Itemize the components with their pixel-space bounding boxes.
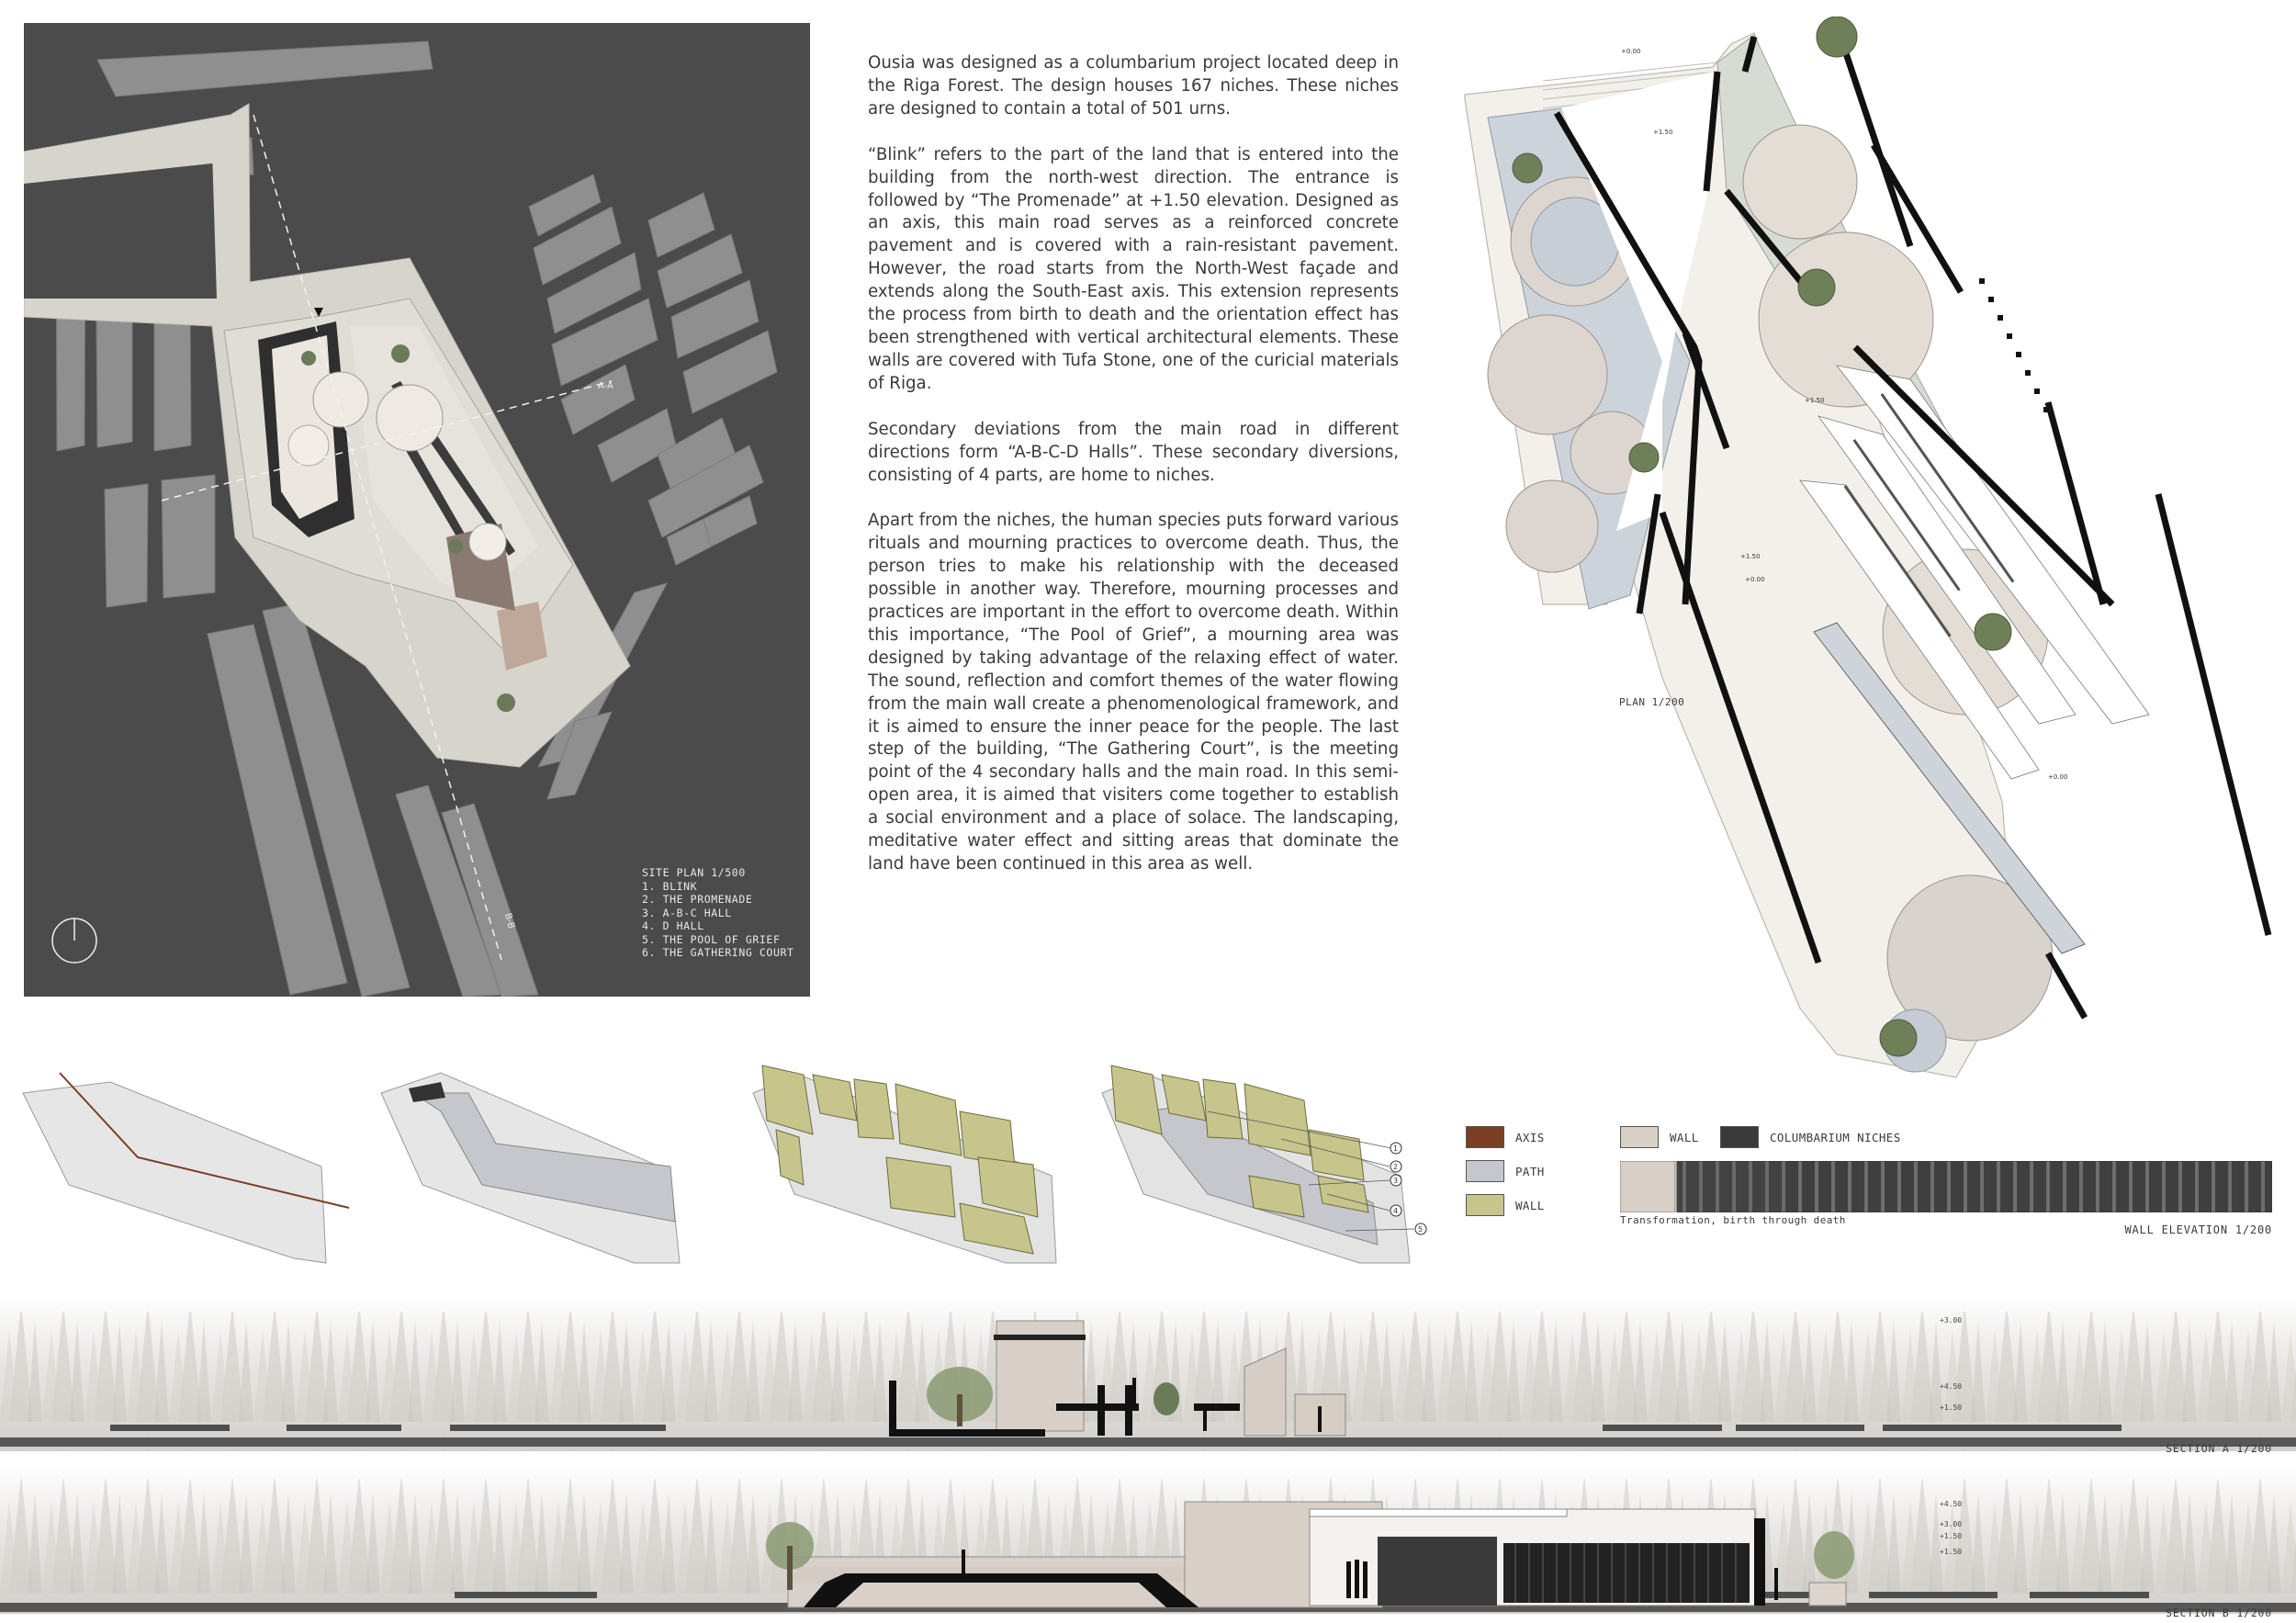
diagram-callout: 4 xyxy=(1393,1207,1399,1215)
wall-swatch xyxy=(1466,1194,1504,1216)
legend-pool-of-grief: 5. THE POOL OF GRIEF xyxy=(642,932,781,946)
elevation-mark: +4.50 xyxy=(1940,1382,1963,1391)
legend-wall-label: WALL xyxy=(1515,1198,1545,1212)
site-plan-drawing xyxy=(24,23,810,997)
elevation-legend-wall-label: WALL xyxy=(1670,1130,1699,1144)
floor-plan-drawing xyxy=(1451,17,2296,1100)
tufa-swatch xyxy=(1620,1126,1659,1148)
elevation-mark: +1.50 xyxy=(1940,1532,1963,1540)
site-plan-title: SITE PLAN 1/500 xyxy=(642,866,746,879)
legend-promenade: 2. THE PROMENADE xyxy=(642,893,753,906)
legend-axis xyxy=(1466,1126,1545,1148)
level-marker: +1.50 xyxy=(1653,129,1673,136)
niche-swatch xyxy=(1720,1126,1759,1148)
elevation-mark: +3.00 xyxy=(1940,1316,1963,1324)
section-mark-a: A-A xyxy=(598,381,613,391)
diagram-callout: 3 xyxy=(1393,1177,1399,1185)
elevation-legend-niches-label: COLUMBARIUM NICHES xyxy=(1770,1130,1901,1144)
axis-swatch xyxy=(1466,1126,1504,1148)
diagram-callout: 1 xyxy=(1393,1144,1399,1153)
diagram-callout: 2 xyxy=(1393,1163,1399,1171)
elevation-mark: +3.00 xyxy=(1940,1520,1963,1528)
level-marker: +0.00 xyxy=(2048,773,2068,781)
legend-gathering-court: 6. THE GATHERING COURT xyxy=(642,946,794,959)
path-swatch xyxy=(1466,1160,1504,1182)
legend-path xyxy=(1466,1160,1545,1182)
level-marker: +0.00 xyxy=(1621,48,1641,55)
diagram-wall xyxy=(748,1056,1079,1268)
north-arrow-icon xyxy=(52,919,96,963)
elevation-legend-niches xyxy=(1720,1126,1901,1148)
legend-blink: 1. BLINK xyxy=(642,879,698,893)
wall-elevation-drawing xyxy=(1620,1161,2272,1212)
diagram-axis xyxy=(18,1056,358,1268)
section-b-caption: SECTION B 1/200 xyxy=(2166,1606,2272,1619)
legend-path-label: PATH xyxy=(1515,1164,1545,1178)
diagram-callout: 5 xyxy=(1418,1225,1424,1234)
section-a-caption: SECTION A 1/200 xyxy=(2166,1442,2272,1455)
legend-abc-hall: 3. A-B-C HALL xyxy=(642,906,732,919)
plan-caption: PLAN 1/200 xyxy=(1619,696,1685,708)
level-marker: +1.50 xyxy=(1740,553,1761,560)
wall-elevation-caption: WALL ELEVATION 1/200 xyxy=(2124,1223,2272,1236)
section-a xyxy=(0,1293,2296,1459)
project-description xyxy=(868,52,1399,899)
diagram-halls xyxy=(1097,1056,1437,1268)
diagram-path xyxy=(377,1056,689,1268)
description-paragraph: Secondary deviations from the main road in different directions form “A-B-C-D Halls”. These secondary diversions, consisting of 4 parts, are home to niches. xyxy=(868,419,1399,485)
section-mark-b: B-B xyxy=(501,912,516,930)
legend-d-hall: 4. D HALL xyxy=(642,919,704,932)
legend-axis-label: AXIS xyxy=(1515,1130,1545,1144)
description-paragraph: Ousia was designed as a columbarium project located deep in the Riga Forest. The design houses 167 niches. These niches are designed to contain a total of 501 urns. xyxy=(868,53,1399,118)
wall-elevation-note: Transformation, birth through death xyxy=(1620,1214,1846,1226)
floor-plan xyxy=(1451,17,2296,1100)
description-paragraph: “Blink” refers to the part of the land that is entered into the building from the north-west direction. The entrance is followed by “The Promenade” at +1.50 elevation. Designed as an axis, this main road serves as a reinforced concrete pavement and is covered with a rain-resistant pavement. However, the road starts from the North-West façade and extends along the South-East axis. This extension represents the process from birth to death and the orientation effect has been strengthened with vertical architectural elements. These walls are covered with Tufa Stone, one of the curicial materials of Riga. xyxy=(868,144,1399,393)
section-b xyxy=(0,1465,2296,1623)
legend-wall xyxy=(1466,1194,1545,1216)
elevation-mark: +1.50 xyxy=(1940,1403,1963,1412)
description-paragraph: Apart from the niches, the human species puts forward various rituals and mourning practices to overcome death. Thus, the person tries to make his relationship with the deceased possible in another way. Therefore, mourning processes and practices are important in the effort to overcome death. Within this importance, “The Pool of Grief”, a mourning area was designed by taking advantage of the relaxing effect of water. The sound, reflection and comfort themes of the water flowing from the main wall create a phenomenological framework, and it is aimed to ensure the inner peace for the people. The last step of the building, “The Gathering Court”, is the meeting point of the 4 secondary halls and the main road. In this semi-open area, it is aimed that visiters come together to establish a social environment and a place of solace. The landscaping, meditative water effect and sitting areas that dominate the land have been continued in this area as well. xyxy=(868,511,1399,873)
elevation-legend-wall xyxy=(1620,1126,1699,1148)
level-marker: +0.00 xyxy=(1745,576,1765,583)
elevation-mark: +4.50 xyxy=(1940,1500,1963,1508)
level-marker: +1.50 xyxy=(1805,397,1825,404)
site-plan-panel xyxy=(24,23,810,997)
site-plan-legend xyxy=(642,866,794,960)
elevation-mark: +1.50 xyxy=(1940,1548,1963,1556)
section-b-drawing xyxy=(0,1465,2296,1623)
